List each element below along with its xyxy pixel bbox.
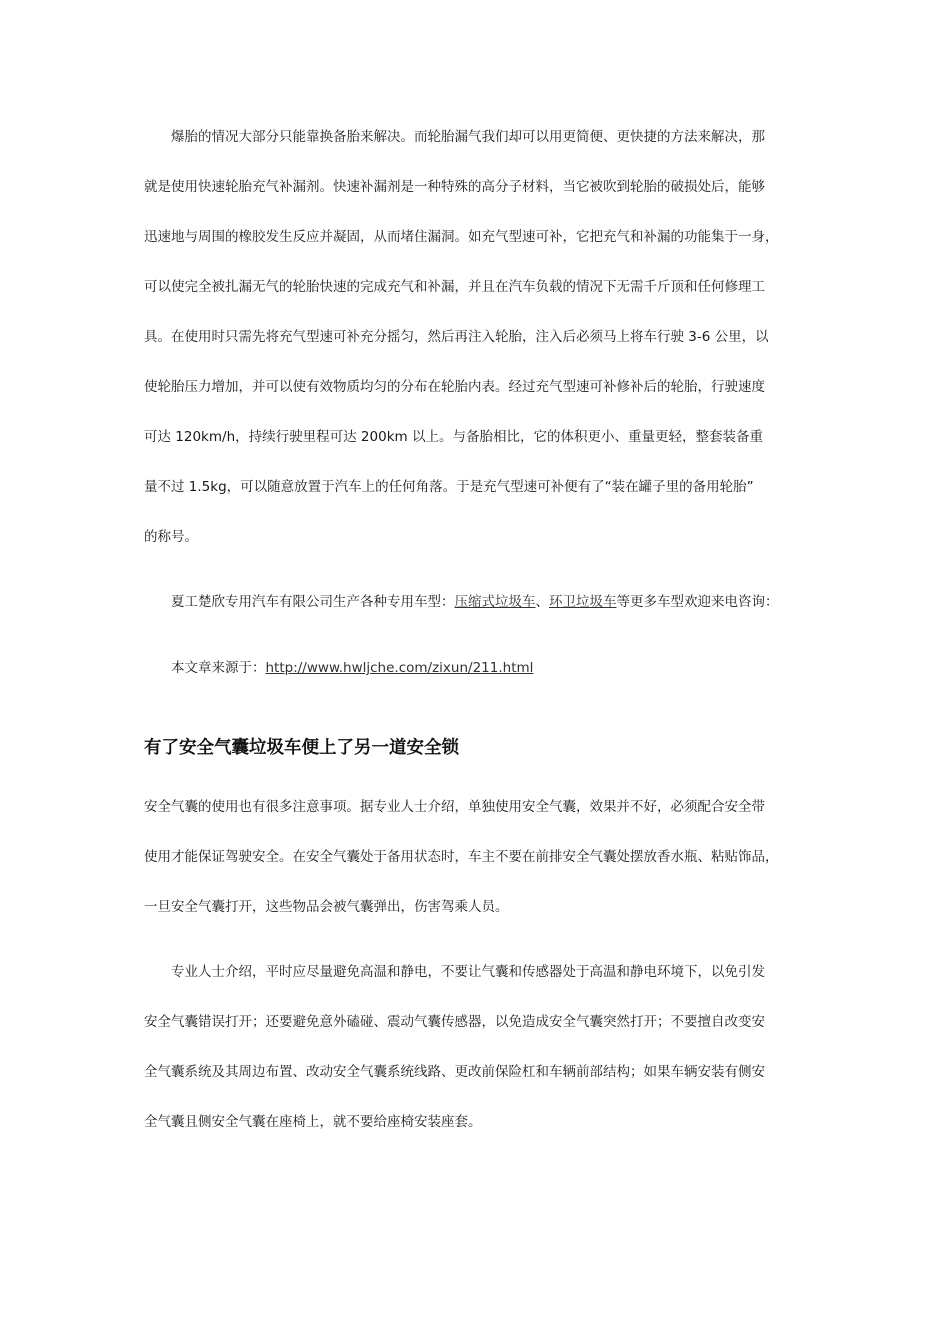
paragraph-line: 全气囊系统及其周边布置、改动安全气囊系统线路、更改前保险杠和车辆前部结构；如果车辆安装有侧安 <box>144 1064 765 1080</box>
paragraph-line: 的称号。 <box>144 529 198 545</box>
source-url-link[interactable]: http://www.hwljche.com/zixun/211.html <box>265 660 534 676</box>
source-line <box>144 659 533 677</box>
promo-line <box>144 593 779 611</box>
paragraph-line: 可以使完全被扎漏无气的轮胎快速的完成充气和补漏，并且在汽车负载的情况下无需千斤顶和任何修理工 <box>144 279 765 295</box>
paragraph-line: 安全气囊错误打开；还要避免意外磕碰、震动气囊传感器，以免造成安全气囊突然打开；不要擅自改变安 <box>144 1014 765 1030</box>
link-sanitation-garbage-truck[interactable]: 环卫垃圾车 <box>549 594 617 610</box>
paragraph-line: 全气囊且侧安全气囊在座椅上，就不要给座椅安装座套。 <box>144 1114 482 1130</box>
paragraph-line: 使轮胎压力增加，并可以使有效物质均匀的分布在轮胎内表。经过充气型速可补修补后的轮胎，行驶速度 <box>144 379 765 395</box>
paragraph-line: 爆胎的情况大部分只能靠换备胎来解决。而轮胎漏气我们却可以用更简便、更快捷的方法来解决，那 <box>144 129 765 145</box>
paragraph-line: 使用才能保证驾驶安全。在安全气囊处于备用状态时，车主不要在前排安全气囊处摆放香水瓶、粘贴饰品， <box>144 849 779 865</box>
paragraph-line: 专业人士介绍，平时应尽量避免高温和静电，不要让气囊和传感器处于高温和静电环境下，以免引发 <box>144 964 765 980</box>
paragraph-line: 量不过 1.5kg，可以随意放置于汽车上的任何角落。于是充气型速可补便有了“装在罐子里的备用轮胎” <box>144 479 754 495</box>
article-title: 有了安全气囊垃圾车便上了另一道安全锁 <box>144 738 459 758</box>
paragraph-line: 就是使用快速轮胎充气补漏剂。快速补漏剂是一种特殊的高分子材料，当它被吹到轮胎的破损处后，能够 <box>144 179 765 195</box>
paragraph-line: 一旦安全气囊打开，这些物品会被气囊弹出，伤害驾乘人员。 <box>144 899 509 915</box>
source-label: 本文章来源于： <box>144 660 266 676</box>
paragraph-line: 可达 120km/h，持续行驶里程可达 200km 以上。与备胎相比，它的体积更小、重量更轻，整套装备重 <box>144 429 763 445</box>
paragraph-line: 具。在使用时只需先将充气型速可补充分摇匀，然后再注入轮胎，注入后必须马上将车行驶 3-6 公里，以 <box>144 329 769 345</box>
paragraph-line: 安全气囊的使用也有很多注意事项。据专业人士介绍，单独使用安全气囊，效果并不好，必须配合安全带 <box>144 799 765 815</box>
promo-prefix: 夏工楚欣专用汽车有限公司生产各种专用车型： <box>144 594 455 610</box>
promo-separator: 、 <box>535 594 549 610</box>
link-compression-garbage-truck[interactable]: 压缩式垃圾车 <box>454 594 536 610</box>
promo-suffix: 等更多车型欢迎来电咨询： <box>616 594 779 610</box>
paragraph-line: 迅速地与周围的橡胶发生反应并凝固，从而堵住漏洞。如充气型速可补，它把充气和补漏的功能集于一身， <box>144 229 779 245</box>
